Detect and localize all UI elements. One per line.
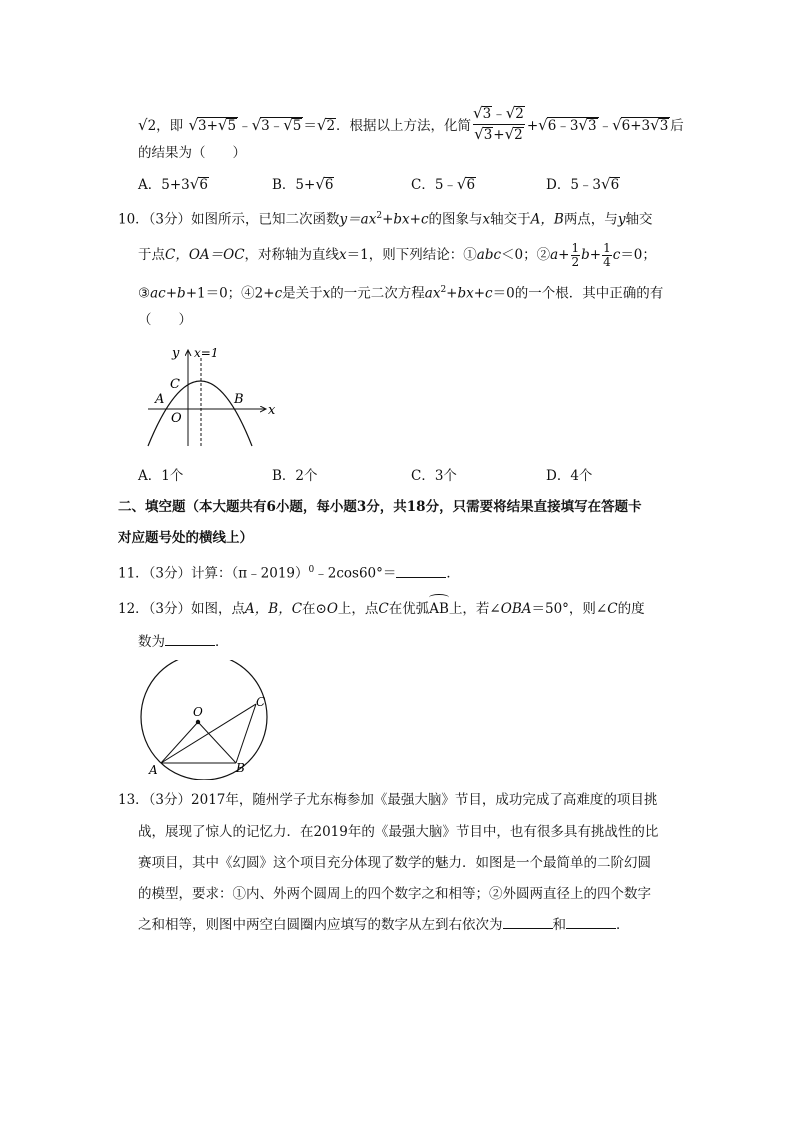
label-A: A xyxy=(149,763,158,777)
label-C: C xyxy=(256,695,266,709)
label-C: C xyxy=(170,377,180,392)
q13-line1: 13．（3分）2017年，随州学子尤东梅参加《最强大脑》节目，成功完成了高难度的项目挑 xyxy=(118,792,658,808)
q13-blank-2[interactable] xyxy=(566,916,616,929)
q10-option-a: A．1个 xyxy=(138,468,184,484)
segment-OA xyxy=(161,722,198,763)
q10-line4: （ ） xyxy=(138,312,192,328)
q9-option-c: C．5﹣√6 xyxy=(411,175,476,193)
q13-blank-1[interactable] xyxy=(503,916,553,929)
sqrt2-text: 2，即 xyxy=(147,118,184,134)
label-B: B xyxy=(234,392,244,407)
circle-O xyxy=(141,660,267,780)
label-x1: x=1 xyxy=(194,346,219,360)
q9-fraction: $\frac{√3﹣√2}{√3+√2}$ xyxy=(473,104,524,143)
q9-option-b: B．5+√6 xyxy=(272,175,334,193)
label-O: O xyxy=(193,705,203,719)
q10-option-c: C．3个 xyxy=(411,468,457,484)
sqrt-3m5: 3﹣√5 xyxy=(261,116,302,134)
q10-option-b: B．2个 xyxy=(272,468,318,484)
q10-line3: ③ac+b+1＝0；④2+c是关于x的一元二次方程$ax^2+bx+c=0$的一个根．其中正确的有 xyxy=(138,285,664,302)
parabola-graph xyxy=(140,342,280,450)
center-dot xyxy=(196,720,200,724)
q11-blank[interactable] xyxy=(396,565,446,578)
q10-option-d: D．4个 xyxy=(546,468,593,484)
q9-option-d: D．5﹣3√6 xyxy=(546,175,620,193)
q11-line: 11．（3分）计算：（π﹣2019）$^0$﹣2cos60°＝ ． xyxy=(118,565,460,582)
q12-line2: 数为 ． xyxy=(138,634,229,650)
q9-option-a: A．5+3√6 xyxy=(138,175,208,193)
label-x: x xyxy=(268,403,276,418)
segment-BC xyxy=(236,704,256,763)
q13-line3: 赛项目，其中《幻圆》这个项目充分体现了数学的魅力．如图是一个最简单的二阶幻圆 xyxy=(138,855,651,871)
q10-line1: 10．（3分）如图所示，已知二次函数$y=ax^2+bx+c$的图象与x轴交于A，B两点，与y轴交 xyxy=(118,211,653,228)
section2-header-line1: 二、填空题（本大题共有6小题，每小题3分，共18分，只需要将结果直接填写在答题卡 xyxy=(118,499,642,515)
q9-text: ．根据以上方法，化简 xyxy=(336,118,472,134)
parabola-curve xyxy=(148,381,252,446)
q13-line4: 的模型，要求：①内、外两个圆周上的四个数字之和相等；②外圆两直径上的四个数字 xyxy=(138,886,651,902)
q12-line1: 12．（3分）如图，点A，B，C在⊙O上，点C在优弧AB上，若∠OBA＝50°，则∠C的度 xyxy=(118,597,645,619)
circle-figure xyxy=(138,660,278,780)
label-B: B xyxy=(236,761,245,775)
sqrt-6p33: 6+3√3 xyxy=(621,116,669,134)
q10-line2: 于点C，OA＝OC，对称轴为直线x＝1，则下列结论：①abc＜0；②a+ $\frac{1}{2}$ b+ $\frac{1}{4}$ c＝0； xyxy=(138,241,656,269)
q9-line1: √2，即 √3+√5 ﹣√3﹣√5 ＝√2．根据以上方法，化简 $\frac{√3﹣√2}{√3+√2}$ +√6﹣3√3 ﹣√6+3√3 后 xyxy=(138,104,684,143)
arc-AB: AB xyxy=(429,597,449,619)
label-O: O xyxy=(171,411,182,426)
label-y: y xyxy=(172,346,180,361)
sqrt-3p5: 3+√5 xyxy=(198,116,237,134)
label-A: A xyxy=(155,392,165,407)
q13-line2: 战，展现了惊人的记忆力．在2019年的《最强大脑》节目中，也有很多具有挑战性的比 xyxy=(138,824,659,840)
sqrt-6m33: 6﹣3√3 xyxy=(547,116,597,134)
q13-line5: 之和相等，则图中两空白圆圈内应填写的数字从左到右依次为 和 ． xyxy=(138,917,630,933)
q12-blank[interactable] xyxy=(165,633,215,646)
section2-header-line2: 对应题号处的横线上） xyxy=(118,530,253,546)
q9-line2: 的结果为（ ） xyxy=(138,145,246,161)
